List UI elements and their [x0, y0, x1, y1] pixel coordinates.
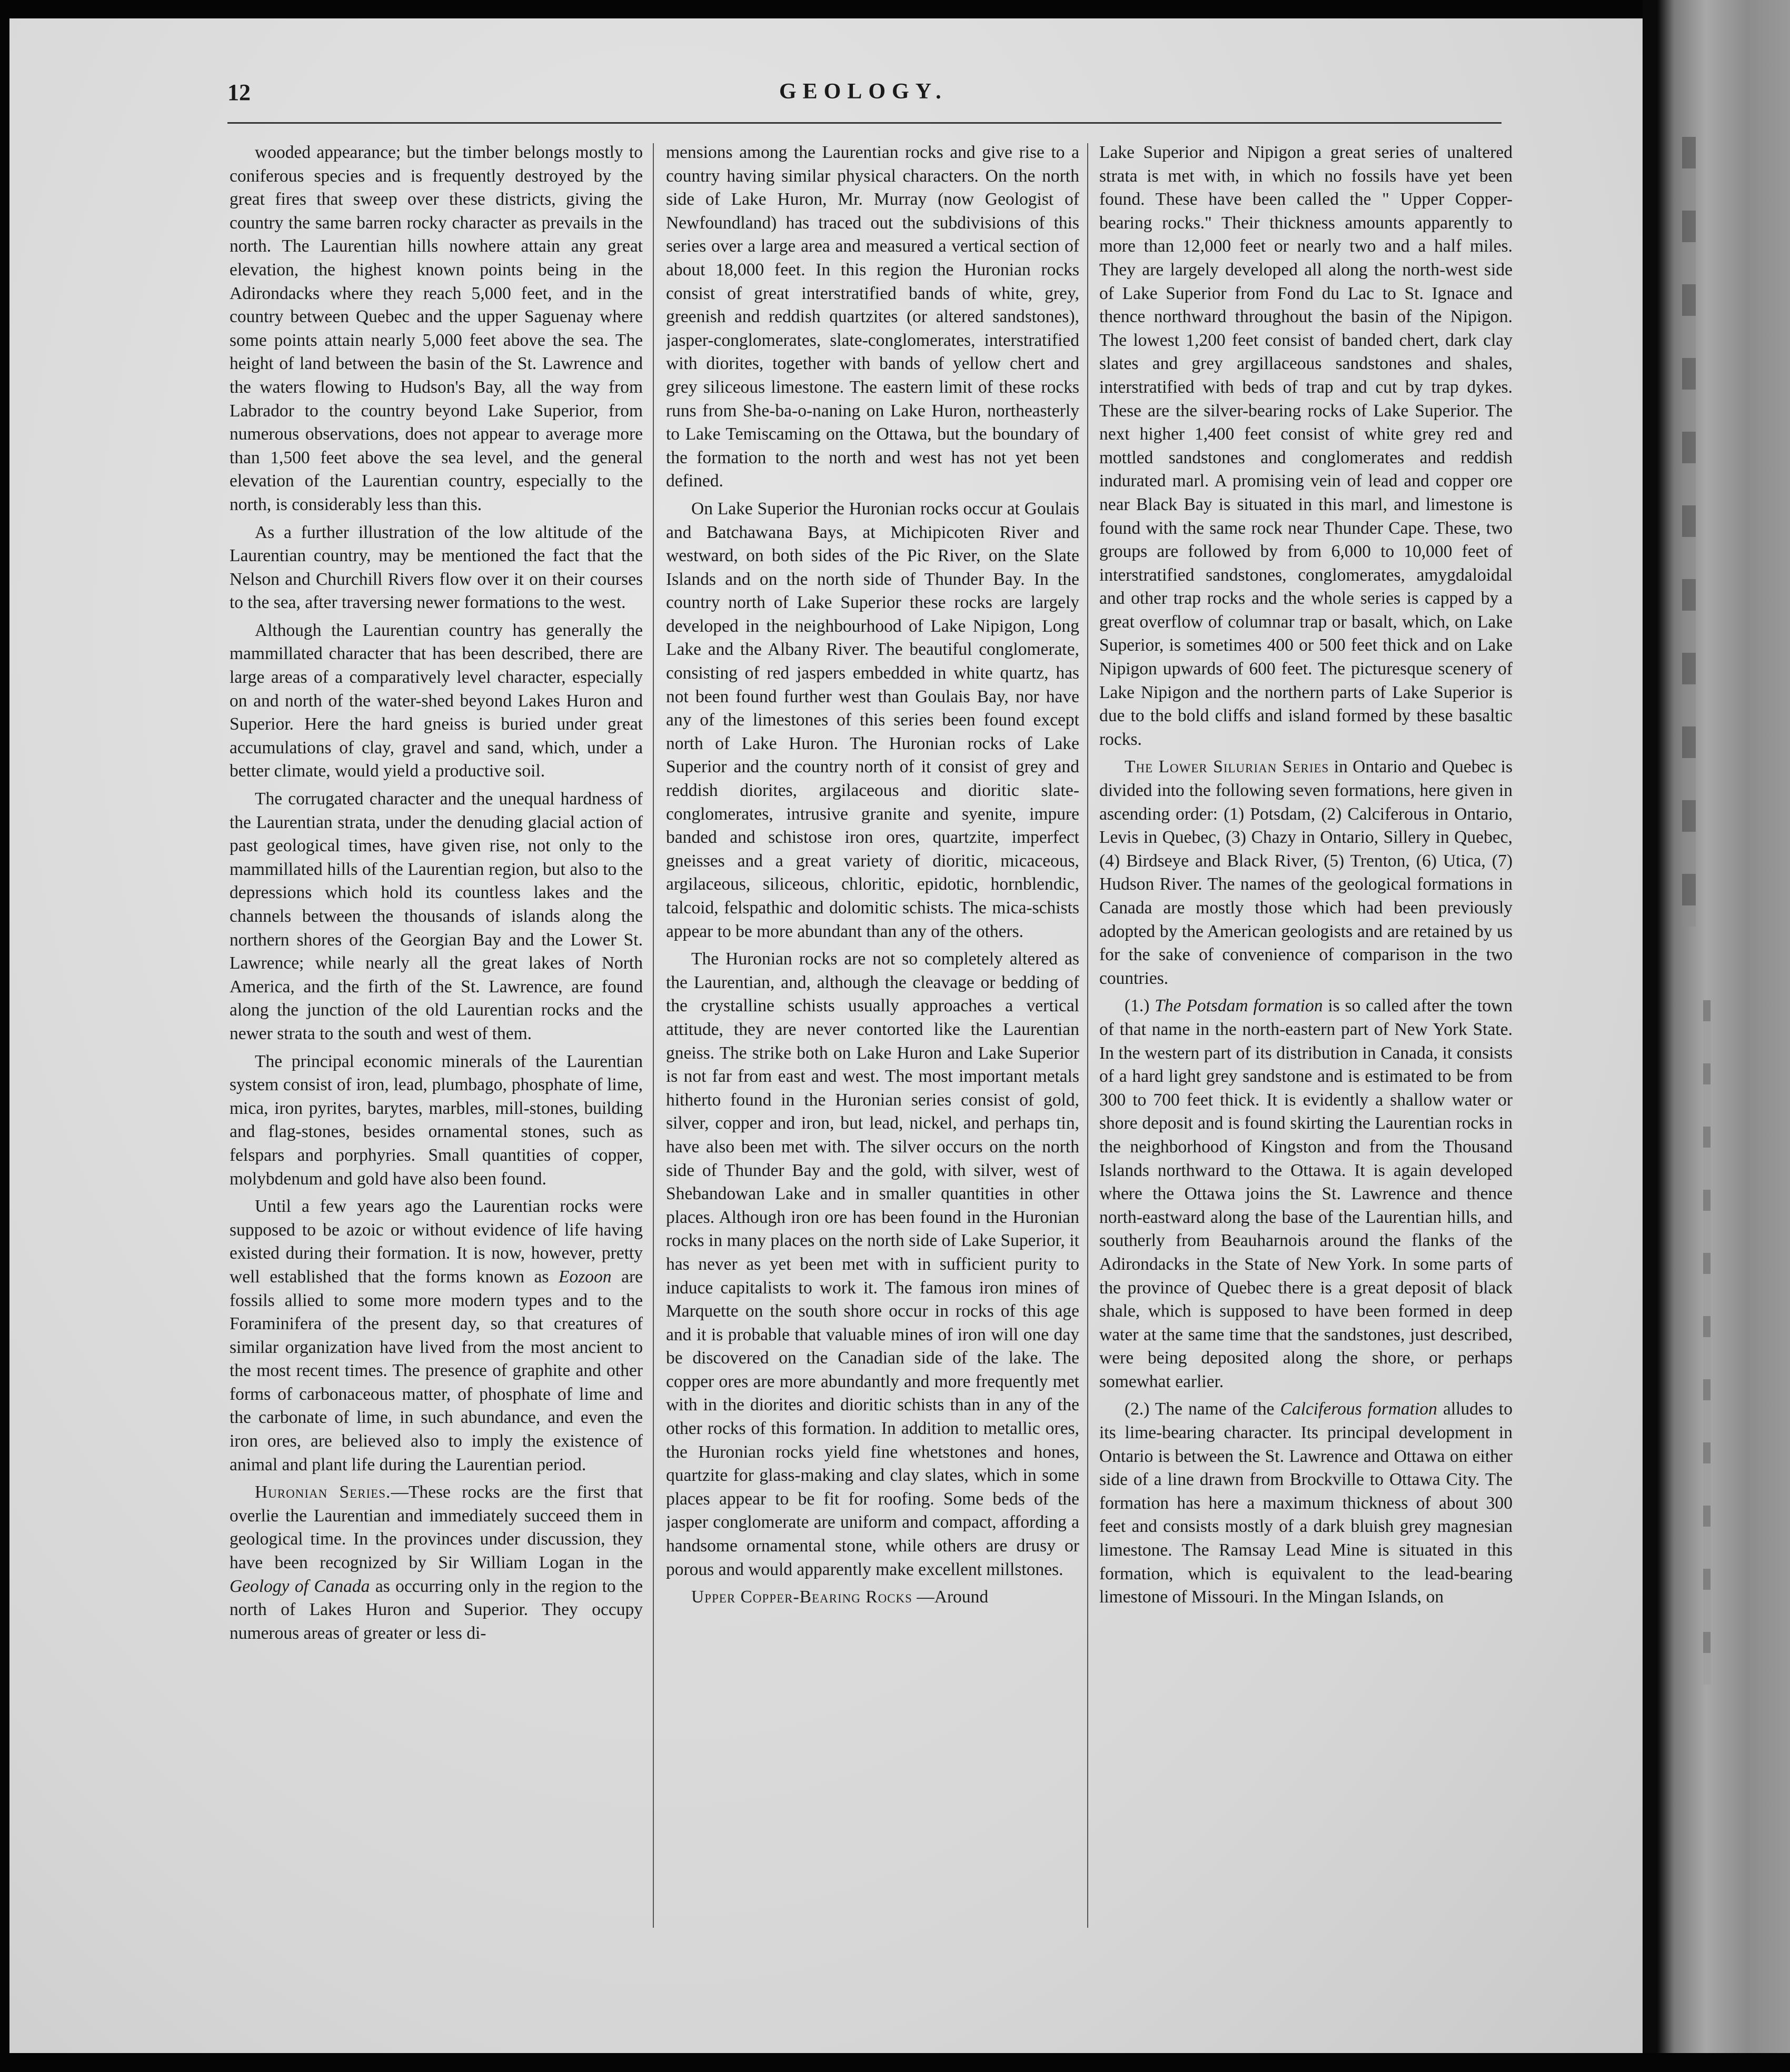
paragraph-text: wooded appearance; but the timber belongs mostly to coniferous species and is frequently destroyed by the great fires that sweep over these districts, giving the country the same barren rocky character as prevails in the north. The Laurentian hills nowhere attain any great elevation, the highest known points being in the Adirondacks where they reach 5,000 feet, and in the country between Quebec and the upper Saguenay where some points attain nearly 5,000 feet above the sea. The height of land between the basin of the St. Lawrence and the waters flowing to Hudson's Bay, all the way from Labrador to the country beyond Lake Superior, from numerous observations, does not appear to average more than 1,500 feet above the sea level, and the general elevation of the Laurentian country, especially to the north, is considerably less than this. [230, 143, 643, 514]
paragraph [230, 1195, 643, 1477]
edge-shadow-mark [1682, 137, 1696, 927]
header-rule [227, 122, 1501, 124]
section-heading: Upper Copper-Bearing Rocks [691, 1587, 912, 1607]
paragraph [1099, 994, 1513, 1393]
paragraph-text: As a further illustration of the low altitude of the Laurentian country, may be mentioned the fact that the Nelson and Churchill Rivers flow over it on their courses to the sea, after traversing newer formations to the west. [230, 522, 643, 613]
section-heading: Huronian Series. [255, 1482, 391, 1502]
paragraph-text: —These rocks are the first that overlie the Laurentian and immediately succeed them in geological time. In the provinces under discussion, they have been recognized by Sir William Logan in the [230, 1482, 643, 1573]
paragraph [230, 521, 643, 615]
paragraph-text: (1.) [1125, 996, 1155, 1016]
italic-term: The Potsdam formation [1155, 996, 1323, 1016]
paragraph-text: On Lake Superior the Huronian rocks occur at Goulais and Batchawana Bays, at Michipicoten River and westward, on both sides of the Pic River, on the Slate Islands and on the north side of Thunder Bay. In the country north of Lake Superior these rocks are largely developed in the neighbourhood of Lake Nipigon, Long Lake and the Albany River. The beautiful conglomerate, consisting of red jaspers embedded in white quartz, has not been found further west than Goulais Bay, nor have any of the limestones of this series been found except north of Lake Huron. The Huronian rocks of Lake Superior and the country north of it consist of grey and reddish diorites, argilaceous and dioritic slate-conglomerates, intrusive granite and syenite, impure banded and schistose iron ores, quartzite, imperfect gneisses and a great variety of dioritic, micaceous, argilaceous, siliceous, chloritic, epidotic, hornblendic, talcoid, felspathic and dolomitic schists. The mica-schists appear to be more abundant than any of the others. [666, 499, 1079, 941]
paragraph-text: are fossils allied to some more modern types and to the Foraminifera of the present day, so that creatures of similar organization have lived from the most ancient to the most recent times. The presence of graphite and other forms of carbonaceous matter, of phosphate of lime and the carbonate of lime, in such abundance, and even the iron ores, are believed also to imply the existence of animal and plant life during the Laurentian period. [230, 1267, 643, 1475]
paragraph [666, 141, 1079, 493]
scan-border-left [0, 0, 9, 2072]
paragraph [666, 1586, 1079, 1609]
paragraph [230, 141, 643, 517]
paragraph-text: Lake Superior and Nipigon a great series of unaltered strata is met with, in which no fossils have yet been found. These have been called the " Upper Copper-bearing rocks." Their thickness amounts apparently to more than 12,000 feet or nearly two and a half miles. They are largely developed all along the north-west side of Lake Superior from Fond du Lac to St. Ignace and thence northward throughout the basin of the Nipigon. The lowest 1,200 feet consist of banded chert, dark clay slates and grey argillaceous sandstones and shales, interstratified with beds of trap and cut by trap dykes. These are the silver-bearing rocks of Lake Superior. The next higher 1,400 feet consist of white grey red and mottled sandstones and conglomerates and reddish indurated marl. A promising vein of lead and copper ore near Black Bay is situated in this marl, and limestone is found with the same rock near Thunder Cape. These, two groups are followed by from 6,000 to 10,000 feet of interstratified sandstones, conglomerates, amygdaloidal and other trap rocks and the whole series is capped by a great overflow of columnar trap or basalt, which, on Lake Superior, is sometimes 400 or 500 feet thick and on Lake Nipigon upwards of 600 feet. The picturesque scenery of Lake Nipigon and the northern parts of Lake Superior is due to the bold cliffs and island formed by these basaltic rocks. [1099, 143, 1513, 749]
section-heading: The Lower Silurian Series [1125, 757, 1329, 777]
paragraph-text: The Huronian rocks are not so completely altered as the Laurentian, and, although the cleavage or bedding of the crystalline schists usually approaches a vertical attitude, they are never contorted like the Laurentian gneiss. The strike both on Lake Huron and Lake Superior is not far from east and west. The most important metals hitherto found in the Huronian series consist of gold, silver, copper and iron, but lead, nickel, and perhaps tin, have also been met with. The silver occurs on the north side of Thunder Bay and the gold, with silver, west of Shebandowan Lake and in smaller quantities in other places. Although iron ore has been found in the Huronian rocks in many places on the north side of Lake Superior, it has never as yet been met with in sufficient purity to induce capitalists to work it. The famous iron mines of Marquette on the south shore occur in rocks of this age and it is probable that valuable mines of iron will one day be discovered on the Canadian side of the lake. The copper ores are more abundantly and more frequently met with in the diorites and dioritic schists than in any of the other rocks of this formation. In addition to metallic ores, the Huronian rocks yield fine whetstones and hones, quartzite for glass-making and clay slates, which in some places appear to be fit for roofing. Some beds of the jasper conglomerate are uniform and compact, affording a handsome ornamental stone, while others are drusy or porous and would apparently make excellent millstones. [666, 949, 1079, 1579]
scan-border-bottom [0, 2053, 1790, 2072]
paragraph-text: (2.) The name of the [1125, 1399, 1280, 1419]
paragraph-text: The corrugated character and the unequal hardness of the Laurentian strata, under the denuding glacial action of past geological times, have given rise, not only to the mammillated hills of the Laurentian region, but also to the depressions which hold its countless lakes and the channels between the thousands of islands along the northern shores of the Georgian Bay and the Lower St. Lawrence; while nearly all the great lakes of North America, and the firth of the St. Lawrence, are found along the junction of the old Laurentian rocks and the newer strata to the south and west of them. [230, 789, 643, 1043]
text-column-2 [666, 141, 1079, 1920]
paragraph-text: Until a few years ago the Laurentian rocks were supposed to be azoic or without evidence of life having existed during their formation. It is now, however, pretty well established that the forms known as [230, 1197, 643, 1287]
column-divider [1087, 143, 1088, 1928]
paragraph-text: mensions among the Laurentian rocks and give rise to a country having similar physical characters. On the north side of Lake Huron, Mr. Murray (now Geologist of Newfoundland) has traced out the subdivisions of this series over a large area and measured a vertical section of about 18,000 feet. In this region the Huronian rocks consist of great interstratified bands of white, grey, greenish and reddish quartzites (or altered sandstones), jasper-conglomerates, slate-conglomerates, interstratified with diorites, together with bands of yellow chert and grey siliceous limestone. The eastern limit of these rocks runs from She-ba-o-naning on Lake Huron, northeasterly to Lake Temiscaming on the Ottawa, but the boundary of the formation to the north and west has not yet been defined. [666, 143, 1079, 491]
italic-term: Eozoon [559, 1267, 612, 1287]
text-column-3 [1099, 141, 1513, 1920]
paragraph-text: —Around [912, 1587, 989, 1607]
paragraph [1099, 1398, 1513, 1609]
paragraph-text: alludes to its lime-bearing character. Its principal development in Ontario is between the St. Lawrence and Ottawa on either side of a line drawn from Brockville to Ottawa City. The formation has here a maximum thickness of about 300 feet and consists mostly of a dark bluish grey magnesian limestone. The Ramsay Lead Mine is situated in this formation, which is equivalent to the lead-bearing limestone of Missouri. In the Mingan Islands, on [1099, 1399, 1513, 1607]
text-column-1 [230, 141, 643, 1920]
page-number: 12 [227, 79, 251, 105]
paragraph-text: The principal economic minerals of the Laurentian system consist of iron, lead, plumbago, phosphate of lime, mica, iron pyrites, barytes, marbles, mill-stones, building and flag-stones, besides ornamental stones, such as felspars and porphyries. Small quantities of copper, molybdenum and gold have also been found. [230, 1051, 643, 1189]
italic-term: Geology of Canada [230, 1576, 370, 1596]
paragraph [1099, 141, 1513, 751]
paragraph [230, 788, 643, 1046]
paragraph-text: Although the Laurentian country has generally the mammillated character that has been described, there are large areas of a comparatively level character, especially on and north of the water-shed beyond Lakes Huron and Superior. Here the hard gneiss is buried under great accumulations of clay, gravel and sand, which, under a better climate, would yield a productive soil. [230, 620, 643, 781]
running-head: GEOLOGY. [779, 79, 948, 104]
paragraph [230, 1481, 643, 1645]
paragraph-text: in Ontario and Quebec is divided into the following seven formations, here given in ascending order: (1) Potsdam, (2) Calciferous in Ontario, Levis in Quebec, (3) Chazy in Ontario, Sillery in Quebec, (4) Birdseye and Black River, (5) Trenton, (6) Utica, (7) Hudson River. The names of the geological formations in Canada are mostly those which had been previously adopted by the American geologists and are retained by us for the sake of convenience of comparison in the two countries. [1099, 757, 1513, 988]
paragraph [230, 1050, 643, 1191]
edge-shadow-mark [1703, 1000, 1711, 1685]
column-divider [653, 143, 654, 1928]
paragraph [230, 619, 643, 783]
scan-border-top [0, 0, 1790, 18]
paragraph [666, 948, 1079, 1581]
paragraph-text: is so called after the town of that name in the north-eastern part of New York State. In the western part of its distribution in Canada, it consists of a hard light grey sandstone and is estimated to be from 300 to 700 feet thick. It is evidently a shallow water or shore deposit and is found skirting the Laurentian rocks in the neighborhood of Kingston and from the Thousand Islands northward to the Ottawa. It is again developed where the Ottawa joins the St. Lawrence and thence north-eastward along the base of the Laurentian hills, and southerly from Beauharnois around the flanks of the Adirondacks in the State of New York. In some parts of the province of Quebec there is a great deposit of black shale, which is supposed to have been formed in deep water at the same time that the sandstones, just described, were being deposited along the shore, or perhaps somewhat earlier. [1099, 996, 1513, 1391]
adjacent-page-edge [1643, 0, 1790, 2072]
paragraph-text: as occurring only in the region to the north of Lakes Huron and Superior. They occupy numerous areas of greater or less di- [230, 1576, 643, 1643]
paragraph [1099, 755, 1513, 990]
italic-term: Calciferous formation [1280, 1399, 1437, 1419]
paragraph [666, 497, 1079, 943]
